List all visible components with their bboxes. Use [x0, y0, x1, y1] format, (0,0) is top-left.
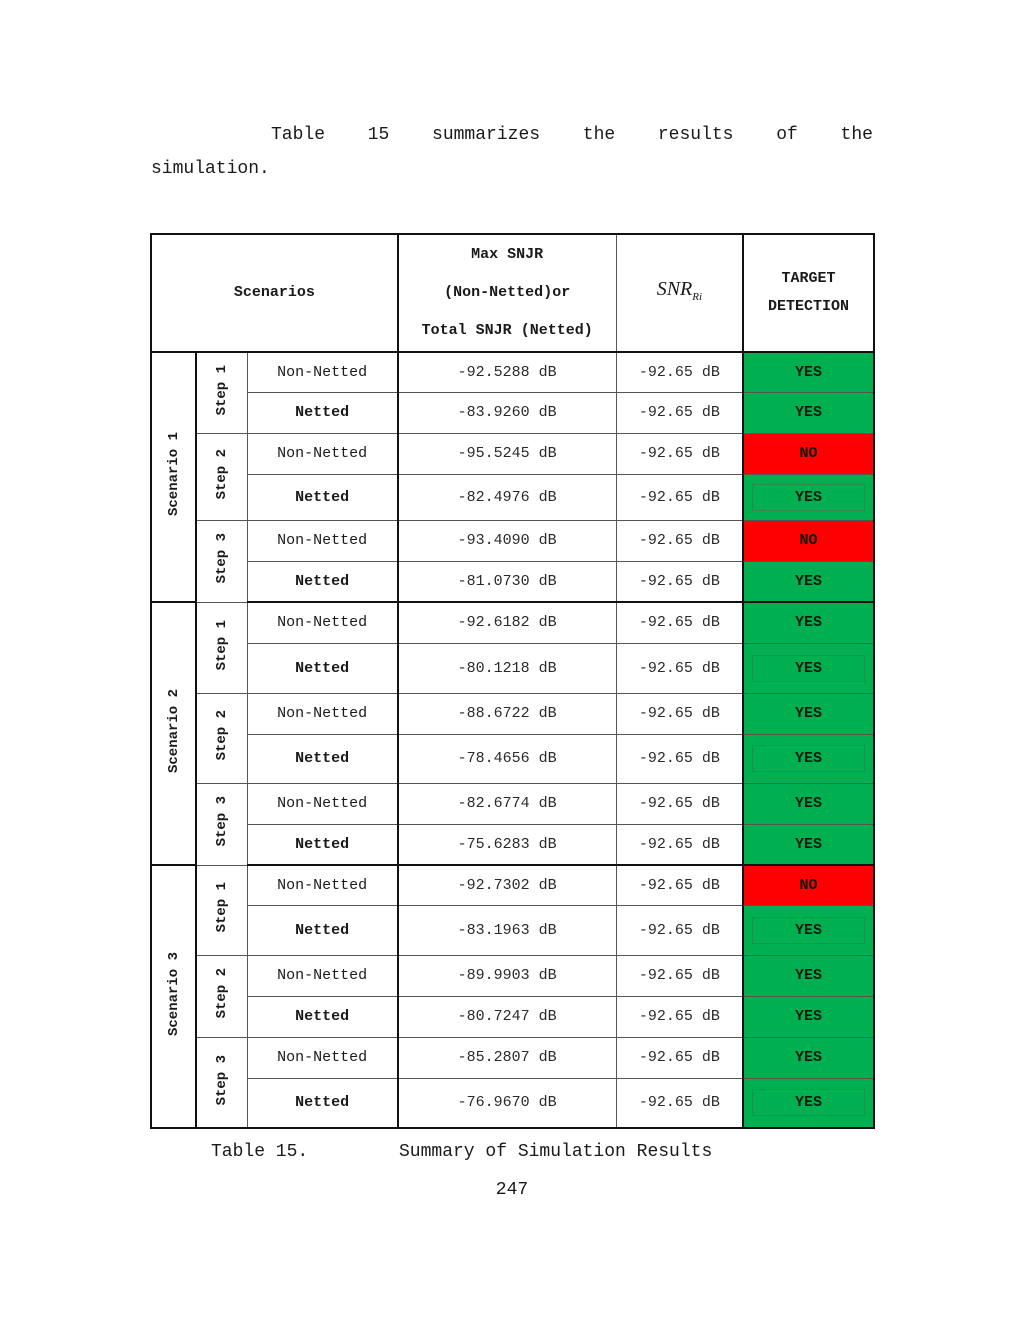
detection-value: YES [795, 1049, 823, 1066]
mode-cell: Non-Netted [247, 783, 398, 824]
snjr-cell: -85.2807 dB [398, 1037, 617, 1078]
detection-cell [743, 602, 874, 643]
snjr-cell: -95.5245 dB [398, 433, 617, 474]
header-snr [616, 234, 743, 352]
detection-value: YES [795, 404, 823, 421]
results-body [151, 352, 874, 1128]
step-label: Step 2 [213, 710, 230, 761]
mode-cell: Non-Netted [247, 1037, 398, 1078]
detection-cell [743, 352, 874, 392]
snr-cell: -92.65 dB [616, 352, 743, 392]
header-row [151, 234, 874, 352]
detection-cell [743, 865, 874, 905]
detection-cell [743, 996, 874, 1037]
step-label-cell [196, 602, 247, 693]
header-snr-main: SNR [656, 278, 693, 300]
table-row [151, 955, 874, 996]
step-label: Step 1 [213, 619, 230, 671]
table-row [151, 643, 874, 693]
step-label: Step 2 [213, 968, 230, 1019]
mode-cell: Non-Netted [247, 602, 398, 643]
snjr-cell: -83.9260 dB [398, 392, 617, 433]
header-target-line2: DETECTION [768, 298, 850, 315]
snr-cell: -92.65 dB [616, 734, 743, 783]
detection-cell [743, 1078, 874, 1128]
snr-cell: -92.65 dB [616, 392, 743, 433]
header-snjr [398, 234, 617, 352]
detection-value: YES [752, 917, 865, 944]
snjr-cell: -80.1218 dB [398, 643, 617, 693]
detection-cell [743, 824, 874, 865]
detection-cell [743, 905, 874, 955]
snjr-cell: -78.4656 dB [398, 734, 617, 783]
scenario-label: Scenario 1 [165, 432, 182, 517]
header-target-detection [743, 234, 874, 352]
snr-cell: -92.65 dB [616, 1037, 743, 1078]
mode-cell: Non-Netted [247, 352, 398, 392]
table-row [151, 352, 874, 392]
snr-cell: -92.65 dB [616, 865, 743, 905]
snr-cell: -92.65 dB [616, 905, 743, 955]
table-row [151, 1037, 874, 1078]
table-row [151, 824, 874, 865]
intro-word: of [776, 125, 798, 145]
table-row [151, 783, 874, 824]
step-label-cell [196, 783, 247, 865]
table-row [151, 693, 874, 734]
table-row [151, 905, 874, 955]
intro-line-2: simulation. [151, 159, 270, 179]
mode-cell: Non-Netted [247, 955, 398, 996]
snjr-cell: -81.0730 dB [398, 561, 617, 602]
detection-cell [743, 734, 874, 783]
detection-cell [743, 955, 874, 996]
snr-cell: -92.65 dB [616, 474, 743, 520]
mode-cell: Netted [247, 561, 398, 602]
detection-value: YES [752, 655, 865, 682]
detection-value: YES [795, 967, 823, 984]
snjr-cell: -88.6722 dB [398, 693, 617, 734]
scenario-label: Scenario 3 [165, 951, 182, 1036]
table-row [151, 996, 874, 1037]
snr-cell: -92.65 dB [616, 693, 743, 734]
table-row [151, 474, 874, 520]
scenario-label-cell [151, 352, 196, 602]
scenario-label-cell [151, 865, 196, 1128]
step-label-cell [196, 693, 247, 783]
snjr-cell: -93.4090 dB [398, 520, 617, 561]
intro-word: 15 [367, 125, 390, 145]
step-label-cell [196, 520, 247, 602]
header-snjr-line2: (Non-Netted)or [444, 284, 571, 301]
scenario-label: Scenario 2 [165, 688, 182, 773]
snr-cell: -92.65 dB [616, 520, 743, 561]
detection-cell [743, 433, 874, 474]
detection-value: YES [752, 484, 865, 511]
mode-cell: Netted [247, 824, 398, 865]
snr-cell: -92.65 dB [616, 1078, 743, 1128]
snr-cell: -92.65 dB [616, 433, 743, 474]
detection-value: NO [799, 532, 818, 549]
detection-value: NO [799, 876, 818, 894]
detection-cell [743, 693, 874, 734]
step-label-cell [196, 955, 247, 1037]
results-table [150, 233, 875, 1129]
table-row [151, 561, 874, 602]
detection-value: YES [795, 705, 823, 722]
detection-value: YES [752, 1089, 865, 1116]
mode-cell: Netted [247, 905, 398, 955]
intro-line-1 [151, 118, 873, 152]
header-snr-sub: Ri [692, 291, 703, 303]
detection-value: YES [795, 363, 823, 381]
intro-word: the [840, 125, 873, 145]
intro-word: the [582, 125, 616, 145]
header-snjr-line3: Total SNJR (Netted) [421, 322, 593, 339]
snr-cell: -92.65 dB [616, 824, 743, 865]
page-number: 247 [495, 1180, 529, 1200]
mode-cell: Non-Netted [247, 865, 398, 905]
mode-cell: Netted [247, 474, 398, 520]
snr-cell: -92.65 dB [616, 643, 743, 693]
snjr-cell: -92.6182 dB [398, 602, 617, 643]
step-label-cell [196, 1037, 247, 1128]
snr-cell: -92.65 dB [616, 561, 743, 602]
step-label: Step 1 [213, 365, 230, 416]
header-scenarios: Scenarios [151, 234, 398, 352]
detection-cell [743, 783, 874, 824]
snjr-cell: -82.6774 dB [398, 783, 617, 824]
caption-number: Table 15. [211, 1142, 309, 1162]
mode-cell: Netted [247, 996, 398, 1037]
detection-value: YES [795, 1008, 823, 1025]
mode-cell: Netted [247, 734, 398, 783]
table-caption [211, 1142, 771, 1162]
step-label: Step 3 [213, 1054, 230, 1105]
scenario-label-cell [151, 602, 196, 865]
detection-value: YES [795, 572, 823, 590]
detection-cell [743, 474, 874, 520]
mode-cell: Netted [247, 643, 398, 693]
detection-cell [743, 1037, 874, 1078]
snjr-cell: -82.4976 dB [398, 474, 617, 520]
snr-cell: -92.65 dB [616, 955, 743, 996]
mode-cell: Non-Netted [247, 520, 398, 561]
snjr-cell: -76.9670 dB [398, 1078, 617, 1128]
detection-value: YES [795, 835, 823, 853]
caption-title: Summary of Simulation Results [399, 1142, 713, 1162]
detection-cell [743, 561, 874, 602]
table-row [151, 865, 874, 905]
intro-word: summarizes [432, 125, 541, 145]
detection-cell [743, 392, 874, 433]
detection-cell [743, 643, 874, 693]
step-label: Step 1 [213, 882, 230, 933]
intro-paragraph [151, 118, 873, 186]
table-row [151, 392, 874, 433]
step-label-cell [196, 865, 247, 955]
snr-cell: -92.65 dB [616, 602, 743, 643]
table-row [151, 602, 874, 643]
mode-cell: Netted [247, 1078, 398, 1128]
step-label: Step 2 [213, 448, 230, 500]
table-row [151, 433, 874, 474]
header-target-line1: TARGET [781, 270, 836, 287]
mode-cell: Non-Netted [247, 693, 398, 734]
detection-value: NO [799, 445, 818, 462]
snjr-cell: -89.9903 dB [398, 955, 617, 996]
snjr-cell: -80.7247 dB [398, 996, 617, 1037]
snr-cell: -92.65 dB [616, 996, 743, 1037]
snjr-cell: -75.6283 dB [398, 824, 617, 865]
table-row [151, 1078, 874, 1128]
header-snjr-line1: Max SNJR [471, 246, 544, 263]
snjr-cell: -92.5288 dB [398, 352, 617, 392]
step-label-cell [196, 433, 247, 520]
step-label-cell [196, 352, 247, 433]
snjr-cell: -83.1963 dB [398, 905, 617, 955]
detection-value: YES [795, 614, 823, 632]
table-row [151, 520, 874, 561]
intro-word: results [657, 125, 734, 145]
snjr-cell: -92.7302 dB [398, 865, 617, 905]
mode-cell: Non-Netted [247, 433, 398, 474]
detection-value: YES [795, 795, 823, 812]
intro-word: Table [271, 125, 326, 145]
table-row [151, 734, 874, 783]
mode-cell: Netted [247, 392, 398, 433]
step-label: Step 3 [213, 796, 230, 847]
detection-cell [743, 520, 874, 561]
snr-cell: -92.65 dB [616, 783, 743, 824]
detection-value: YES [752, 745, 865, 772]
step-label: Step 3 [213, 533, 230, 584]
